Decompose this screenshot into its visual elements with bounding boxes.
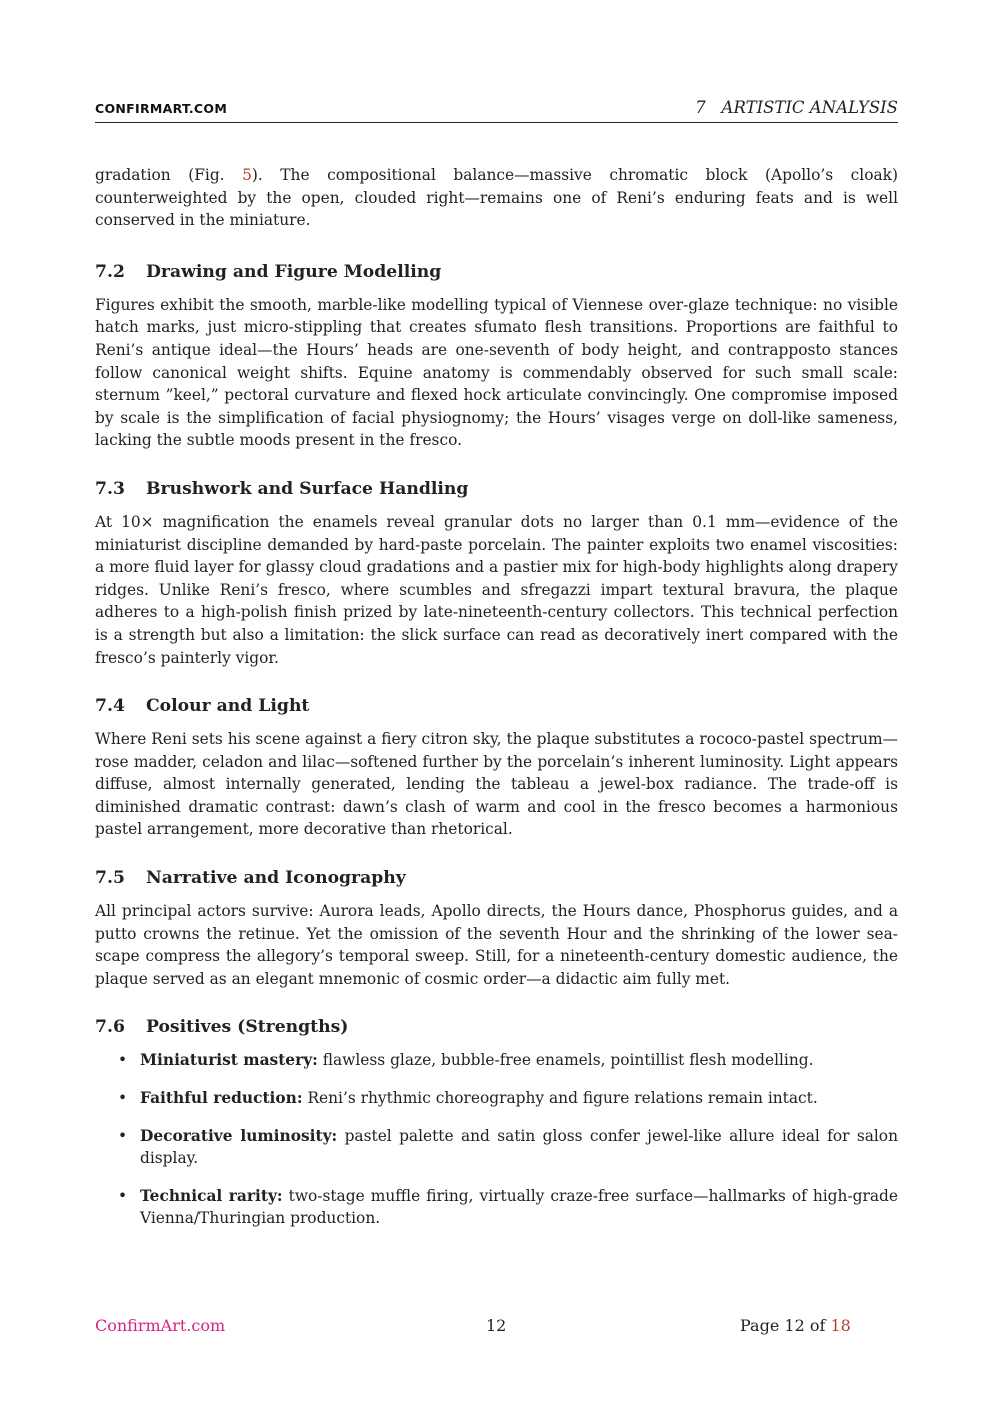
strengths-list [95, 1049, 898, 1230]
section-heading [95, 260, 898, 284]
list-item [95, 1185, 898, 1230]
intro-text-start: gradation (Fig. [95, 166, 243, 184]
section-title: Narrative and Iconography [146, 868, 406, 889]
section-narrative [95, 866, 898, 990]
section-paragraph: Figures exhibit the smooth, marble-like modelling typical of Viennese over-glaze technique: no visible hatch marks, just micro-stippling that creates sfumato flesh transitions. Proportions are faithful to Reni’s antique ideal—the Hours’ heads are one-seventh of body height, and contrapposto stances follow canonical weight shifts. Equine anatomy is commendably observed for such small scale: sternum ”keel,” pectoral curvature and flexed hock articulate convincingly. One compromise imposed by scale is the simplification of facial physiognomy; the Hours’ visages verge on doll-like sameness, lacking the subtle moods present in the fresco. [95, 295, 898, 450]
footer-page-number: 12 [486, 1316, 507, 1335]
section-heading [95, 866, 898, 890]
section-paragraph: At 10× magnification the enamels reveal granular dots no larger than 0.1 mm—evidence of the miniaturist discipline demanded by hard-paste porcelain. The painter exploits two enamel viscosities: a more fluid layer for glassy cloud gradations and a pastier mix for high-body highlights along drapery ridges. Unlike Reni’s fresco, where scumbles and sfregazzi impart textural bravura, the plaque adheres to a high-polish finish prized by late-nineteenth-century collectors. This technical perfection is a strength but also a limitation: the slick surface can read as decoratively inert compared with the fresco’s painterly vigor. [95, 512, 898, 667]
section-title: Brushwork and Surface Handling [146, 478, 469, 499]
section-number: 7.4 [95, 696, 125, 717]
page-footer [95, 1316, 898, 1340]
section-heading [95, 694, 898, 718]
section-number: 7.5 [95, 868, 125, 889]
list-item-term: Decorative luminosity: [140, 1126, 338, 1145]
page-total-link[interactable]: 18 [830, 1316, 851, 1335]
footer-site-link[interactable]: ConfirmArt.com [95, 1316, 226, 1335]
bullet-icon: • [118, 1126, 128, 1145]
section-colour-light [95, 694, 898, 841]
intro-paragraph [95, 164, 898, 232]
section-number: 7.6 [95, 1017, 125, 1038]
running-header [95, 98, 898, 123]
list-item-text: pastel palette and satin gloss confer jewel-like allure ideal for salon display. [140, 1126, 898, 1168]
section-title: Colour and Light [146, 696, 310, 717]
list-item [95, 1049, 898, 1072]
list-item-term: Faithful reduction: [140, 1089, 303, 1108]
main-content [95, 164, 898, 1255]
figure-reference-link[interactable]: 5 [242, 166, 252, 184]
section-title: Positives (Strengths) [146, 1017, 349, 1038]
list-item-text: flawless glaze, bubble-free enamels, pointillist flesh modelling. [317, 1051, 814, 1070]
section-number: 7.2 [95, 261, 125, 282]
list-item-text: two-stage muffle firing, virtually craze-free surface—hallmarks of high-grade Vienna/Thuringian production. [140, 1186, 898, 1228]
list-item-term: Technical rarity: [140, 1186, 283, 1205]
bullet-icon: • [118, 1051, 128, 1070]
intro-text-end: ). The compositional balance—massive chromatic block (Apollo’s cloak) counterweighted by the open, clouded right—remains one of Reni’s enduring feats and is well conserved in the miniature. [95, 166, 898, 230]
section-brushwork [95, 477, 898, 669]
list-item-text: Reni’s rhythmic choreography and figure relations remain intact. [302, 1089, 818, 1108]
list-item [95, 1087, 898, 1110]
bullet-icon: • [118, 1089, 128, 1108]
page-count-prefix: Page 12 of [740, 1316, 831, 1335]
footer-page-count [740, 1316, 851, 1335]
section-strengths [95, 1015, 898, 1230]
section-paragraph: Where Reni sets his scene against a fiery citron sky, the plaque substitutes a rococo-pastel spectrum—rose madder, celadon and lilac—softened further by the porcelain’s inherent luminosity. Light appears diffuse, almost internally generated, lending the tableau a jewel-box radiance. The trade-off is diminished dramatic contrast: dawn’s clash of warm and cool in the fresco becomes a harmonious pastel arrangement, more decorative than rhetorical. [95, 730, 898, 839]
section-heading [95, 1015, 898, 1039]
bullet-icon: • [118, 1186, 128, 1205]
site-logo: CONFIRMART.COM [95, 101, 228, 116]
section-paragraph: All principal actors survive: Aurora leads, Apollo directs, the Hours dance, Phosphorus guides, and a putto crowns the retinue. Yet the omission of the seventh Hour and the shrinking of the lower sea-scape compress the allegory’s temporal sweep. Still, for a nineteenth-century domestic audience, the plaque served as an elegant mnemonic of cosmic order—a didactic aim fully met. [95, 902, 898, 988]
section-title: Drawing and Figure Modelling [146, 261, 442, 282]
section-drawing [95, 260, 898, 452]
list-item-term: Miniaturist mastery: [140, 1051, 318, 1070]
list-item [95, 1125, 898, 1170]
section-number: 7.3 [95, 478, 125, 499]
section-heading [95, 477, 898, 501]
running-section-title: 7 ARTISTIC ANALYSIS [695, 98, 898, 117]
